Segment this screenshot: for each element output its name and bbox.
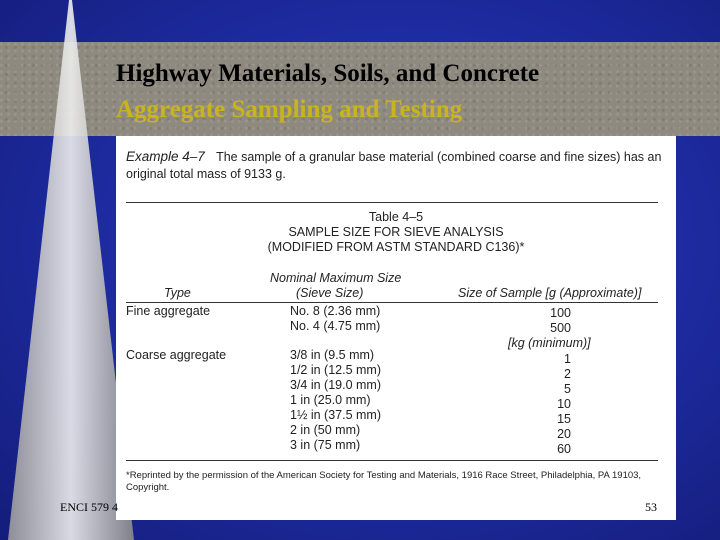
- course-code: ENCI 579 4: [60, 500, 118, 514]
- header-rule: [126, 302, 658, 303]
- row-sample: 15: [557, 412, 571, 426]
- row-size: 3/8 in (9.5 mm): [290, 348, 375, 362]
- table-bottom-rule: [126, 460, 658, 461]
- sample-subheader: [kg (minimum)]: [508, 336, 591, 350]
- row-sample: 500: [550, 321, 571, 335]
- row-size: No. 8 (2.36 mm): [290, 304, 381, 318]
- row-sample: 5: [564, 382, 571, 396]
- row-sample: 60: [557, 442, 571, 456]
- example-text: [126, 148, 666, 183]
- row-size: 1/2 in (12.5 mm): [290, 363, 382, 377]
- table-caption-number: Table 4–5: [368, 210, 424, 224]
- example-label: Example 4–7: [126, 149, 205, 164]
- row-type: Fine aggregate: [126, 304, 211, 318]
- header-type: Type: [164, 286, 191, 300]
- scanned-table-panel: [116, 136, 676, 520]
- header-sample: Size of Sample [g (Approximate)]: [458, 286, 642, 300]
- row-sample: 1: [564, 352, 571, 366]
- table-footnote: *Reprinted by the permission of the American Society for Testing and Materials, 1916 Race Street, Philadelphia, PA 19103, Copyright.: [126, 470, 642, 493]
- example-body: The sample of a granular base material (combined coarse and fine sizes) has an original total mass of 9133 g.: [126, 150, 662, 181]
- row-size: 3/4 in (19.0 mm): [290, 378, 382, 392]
- slide-subtitle: Aggregate Sampling and Testing: [116, 96, 463, 123]
- row-size: 1½ in (37.5 mm): [290, 408, 382, 422]
- slide-title: Highway Materials, Soils, and Concrete: [116, 60, 540, 87]
- table-caption-title: SAMPLE SIZE FOR SIEVE ANALYSIS: [288, 225, 504, 239]
- row-sample: 20: [557, 427, 571, 441]
- row-size: 2 in (50 mm): [290, 423, 361, 437]
- row-sample: 10: [557, 397, 571, 411]
- table-top-rule: [126, 202, 658, 203]
- row-sample: 2: [564, 367, 571, 381]
- row-size: 3 in (75 mm): [290, 438, 361, 452]
- header-size-line2: (Sieve Size): [296, 286, 364, 300]
- row-size: No. 4 (4.75 mm): [290, 319, 381, 333]
- row-size: 1 in (25.0 mm): [290, 393, 371, 407]
- row-sample: 100: [550, 306, 571, 320]
- header-size-line1: Nominal Maximum Size: [270, 271, 402, 285]
- table-caption-source: (MODIFIED FROM ASTM STANDARD C136)*: [267, 240, 525, 254]
- slide-number: 53: [645, 500, 657, 514]
- row-type: Coarse aggregate: [126, 348, 227, 362]
